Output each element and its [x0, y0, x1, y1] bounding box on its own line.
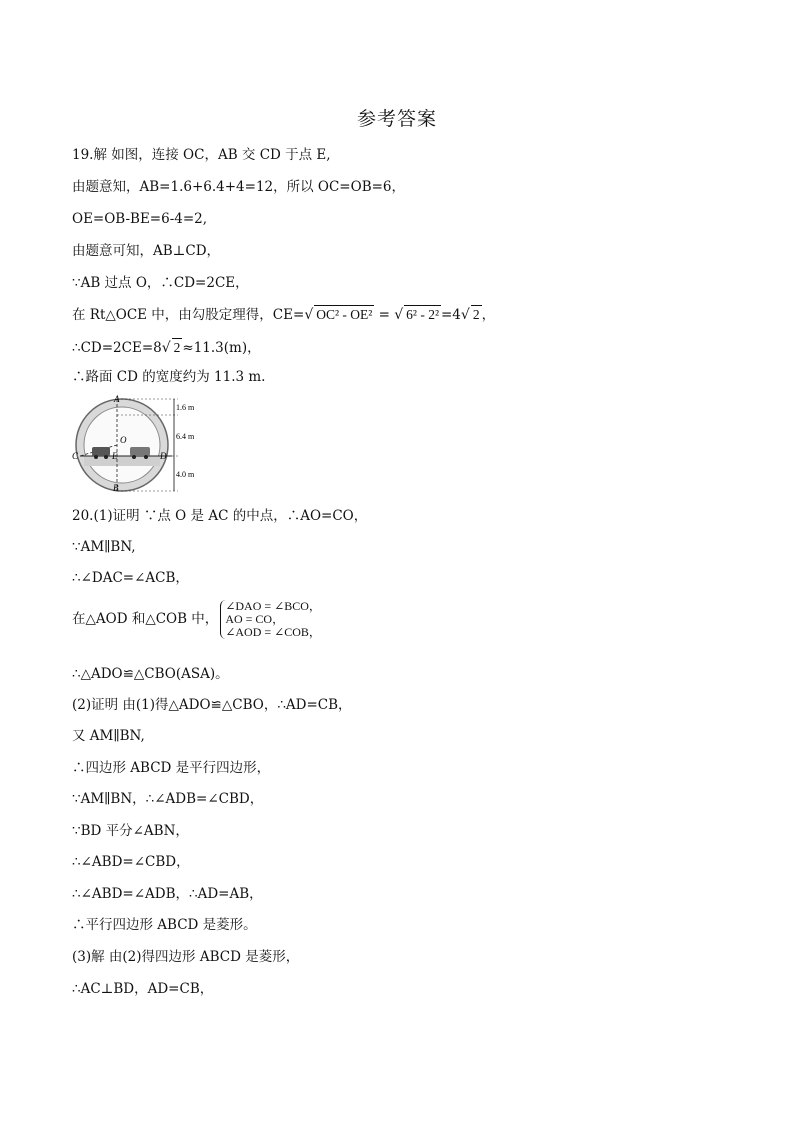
condition-3: ∠AOD = ∠COB，: [225, 625, 321, 639]
text-line: ∵AM∥BN，∴∠ADB=∠CBD，: [72, 791, 264, 807]
text-line: ∵AB 过点 O，∴CD=2CE，: [72, 275, 249, 291]
text-line: OE=OB-BE=6-4=2,: [72, 211, 208, 227]
text-line: 19.解 如图，连接 OC，AB 交 CD 于点 E,: [72, 147, 331, 163]
text-line: ∵BD 平分∠ABN，: [72, 823, 189, 839]
radical-2: 2: [173, 340, 181, 355]
label-b: B: [113, 483, 119, 493]
radical-6-2: 6² - 2²: [406, 307, 439, 322]
dim-4-0: 4.0 m: [176, 470, 195, 479]
dim-6-4: 6.4 m: [176, 432, 195, 441]
text-line: (2)证明 由(1)得△ADO≌△CBO，∴AD=CB，: [72, 697, 352, 713]
text-line: ∴平行四边形 ABCD 是菱形。: [72, 917, 257, 933]
car-left-icon: [92, 447, 110, 456]
dim-1-6: 1.6 m: [176, 403, 195, 412]
condition-system: [220, 600, 321, 639]
text-line: 由题意可知，AB⊥CD，: [72, 243, 221, 259]
text-line: 由题意知，AB=1.6+6.4+4=12，所以 OC=OB=6，: [72, 179, 406, 195]
condition-2: AO = CO，: [225, 612, 285, 626]
label-e: E: [112, 451, 118, 461]
cd-line: ∴CD=2CE=8√ 2 ≈11.3(m)，: [72, 340, 261, 356]
text-line: ∴路面 CD 的宽度约为 11.3 m.: [72, 369, 266, 385]
label-o: O: [120, 435, 127, 445]
text-line: (3)解 由(2)得四边形 ABCD 是菱形，: [72, 949, 300, 965]
label-d: D: [160, 451, 167, 461]
car-right-icon: [130, 447, 150, 456]
radical-oc-oe: OC² - OE²: [316, 307, 373, 322]
pythagoras-line: 在 Rt△OCE 中，由勾股定理得，CE=√ OC² - OE² = √ 6² - 2² =4√ 2 ，: [72, 307, 496, 323]
equals-sign: =: [374, 307, 395, 323]
pythagoras-lead: 在 Rt△OCE 中，由勾股定理得，CE=: [72, 307, 305, 323]
text-line: 又 AM∥BN,: [72, 728, 145, 744]
tunnel-inner-circle: [84, 407, 160, 483]
text-line: ∴∠DAC=∠ACB，: [72, 570, 189, 586]
text-line: 20.(1)证明 ∵点 O 是 AC 的中点，∴AO=CO，: [72, 508, 368, 524]
congruence-lead: 在△AOD 和△COB 中，: [72, 611, 219, 627]
tunnel-figure: [70, 393, 210, 493]
text-line: ∴∠ABD=∠ADB，∴AD=AB，: [72, 886, 263, 902]
text-line: ∴∠ABD=∠CBD，: [72, 854, 190, 870]
text-line: ∴AC⊥BD，AD=CB，: [72, 981, 214, 997]
radical-2: 2: [472, 307, 480, 322]
text-line: ∴四边形 ABCD 是平行四边形，: [72, 760, 271, 776]
text-line: ∵AM∥BN,: [72, 539, 136, 555]
label-c: C: [72, 451, 79, 461]
congruence-line: [72, 600, 321, 639]
condition-1: ∠DAO = ∠BCO，: [225, 599, 321, 613]
equals-value: =4: [441, 307, 461, 323]
label-a: A: [114, 394, 120, 404]
comma: ，: [481, 307, 496, 323]
page-title: 参考答案: [356, 108, 437, 130]
cd-tail: ≈11.3(m)，: [182, 340, 261, 356]
cd-lead: ∴CD=2CE=8: [72, 340, 162, 356]
text-line: ∴△ADO≌△CBO(ASA)。: [72, 666, 229, 682]
